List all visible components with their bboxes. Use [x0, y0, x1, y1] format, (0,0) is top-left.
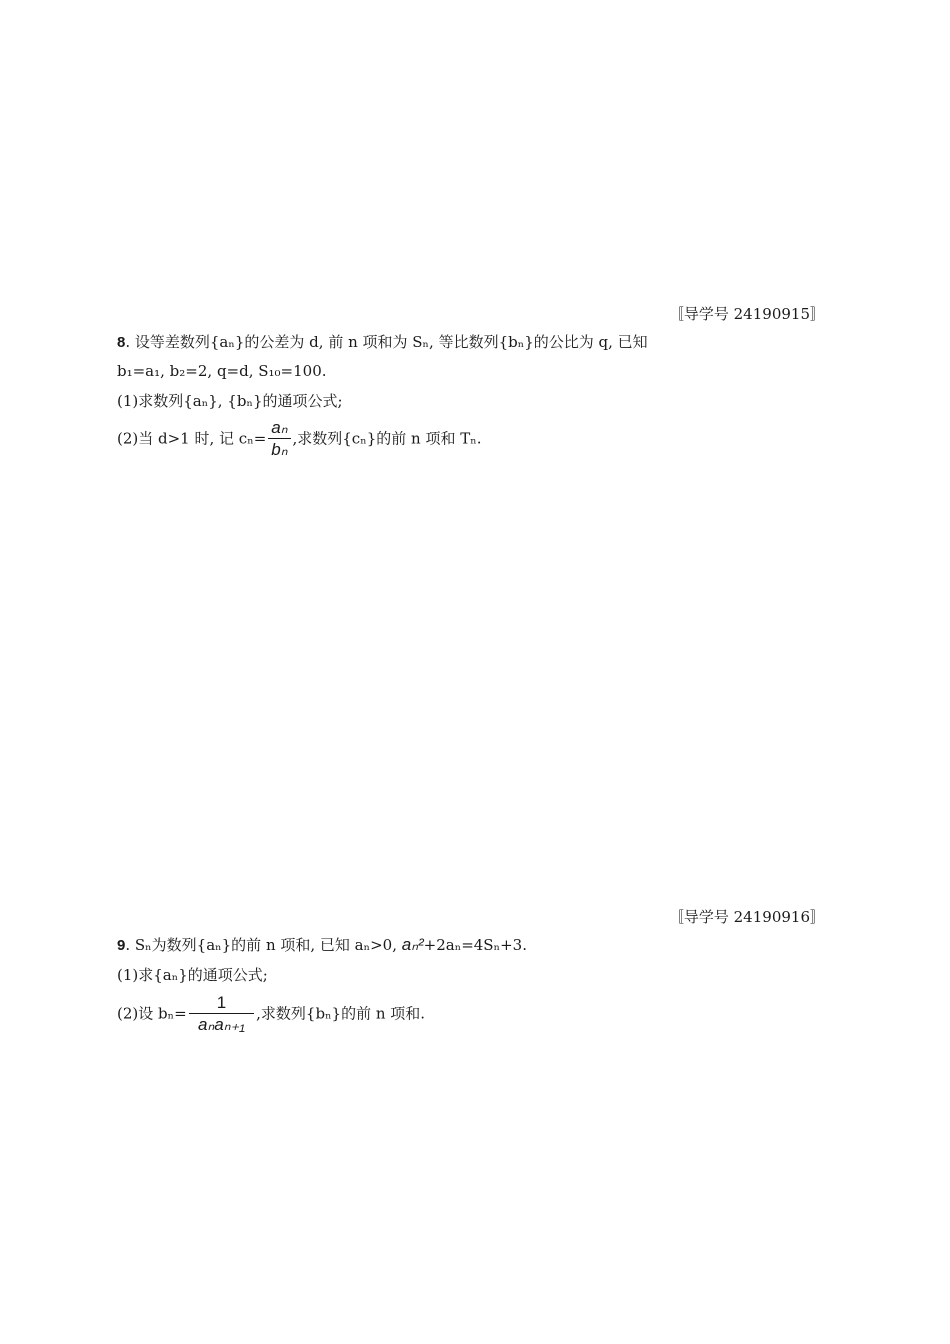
fraction-one-over-product — [189, 993, 254, 1036]
fraction-denominator: bₙ — [271, 440, 288, 459]
a-n-squared: aₙ² — [401, 935, 424, 954]
problem-9-statement-line1: 9. Sₙ为数列{aₙ}的前 n 项和, 已知 aₙ>0, aₙ²+2aₙ=4Sₙ+3. — [117, 935, 527, 954]
problem-9-part2-prefix: (2)设 bₙ= — [117, 1004, 187, 1023]
problem-8-number: 8 — [117, 334, 126, 351]
problem-8-part2-suffix: ,求数列{cₙ}的前 n 项和 Tₙ. — [292, 429, 482, 448]
problem-9-part2 — [117, 993, 425, 1036]
problem-8-part2 — [117, 418, 481, 461]
problem-8-text: 设等差数列{aₙ}的公差为 d, 前 n 项和为 Sₙ, 等比数列{bₙ}的公比为 q, 已知 — [134, 333, 648, 351]
fraction-a-over-b — [268, 418, 290, 461]
fraction-denominator-9: aₙaₙ₊₁ — [198, 1015, 245, 1034]
reference-number-9: 〚导学号 24190916〛 — [668, 908, 825, 926]
problem-8-statement-line2: b₁=a₁, b₂=2, q=d, S₁₀=100. — [117, 362, 327, 380]
problem-9-part1: (1)求{aₙ}的通项公式; — [117, 966, 268, 984]
fraction-numerator: aₙ — [268, 418, 290, 439]
problem-9-text-suffix: +2aₙ=4Sₙ+3. — [423, 936, 527, 954]
reference-number-8: 〚导学号 24190915〛 — [668, 305, 825, 323]
problem-9-text-prefix: Sₙ为数列{aₙ}的前 n 项和, 已知 aₙ>0, — [134, 936, 402, 954]
problem-9-number: 9 — [117, 937, 126, 954]
problem-8-part2-prefix: (2)当 d>1 时, 记 cₙ= — [117, 429, 267, 448]
problem-9-part2-suffix: ,求数列{bₙ}的前 n 项和. — [256, 1004, 426, 1023]
problem-8-statement-line1: 8. 设等差数列{aₙ}的公差为 d, 前 n 项和为 Sₙ, 等比数列{bₙ}的公比为 q, 已知 — [117, 333, 648, 351]
fraction-numerator-9: 1 — [189, 993, 254, 1014]
problem-8-part1: (1)求数列{aₙ}, {bₙ}的通项公式; — [117, 392, 343, 410]
